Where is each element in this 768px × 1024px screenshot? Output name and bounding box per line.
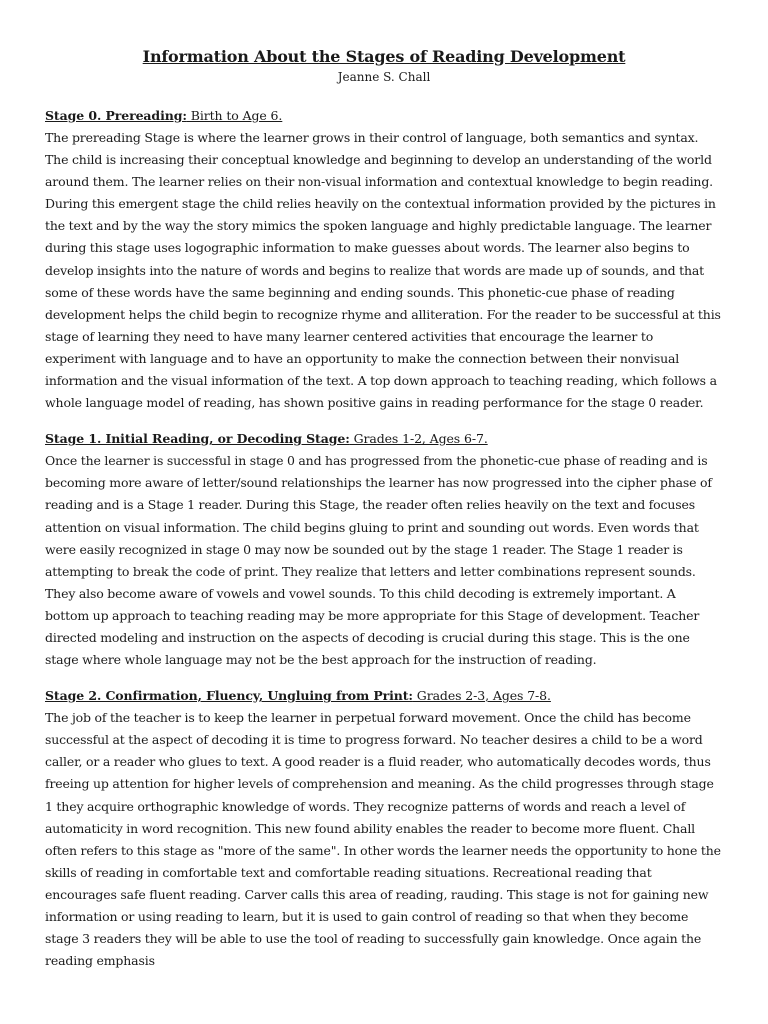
stage-0-name: Stage 0. Prereading: <box>45 108 187 123</box>
document-title: Information About the Stages of Reading Development <box>142 47 626 66</box>
stage-0-section <box>45 105 723 414</box>
stage-2-body: The job of the teacher is to keep the learner in perpetual forward movement. Once the child has become successful at the aspect of decoding it is time to progress forward. No teacher desires a child to be a word caller, or a reader who glues to text. A good reader is a fluid reader, who automatically decodes words, thus freeing up attention for higher levels of comprehension and meaning. As the child progresses through stage 1 they acquire orthographic knowledge of words. They recognize patterns of words and reach a level of automaticity in word recognition. This new found ability enables the reader to become more fluent. Chall often refers to this stage as "more of the same". In other words the learner needs the opportunity to hone the skills of reading in comfortable text and comfortable reading situations. Recreational reading that encourages safe fluent reading. Carver calls this area of reading, rauding. This stage is not for gaining new information or using reading to learn, but it is used to gain control of reading so that when they become stage 3 readers they will be able to use the tool of reading to successfully gain knowledge. Once again the reading emphasis <box>45 710 721 969</box>
stage-1-section <box>45 428 723 671</box>
stage-2-detail: Grades 2-3, Ages 7-8. <box>412 688 551 704</box>
stage-0-detail: Birth to Age 6. <box>186 108 283 123</box>
stage-0-body: The prereading Stage is where the learner grows in their control of language, both semantics and syntax. The child is increasing their conceptual knowledge and beginning to develop an understanding of the world around them. The learner relies on their non-visual information and contextual knowledge to begin reading. During this emergent stage the child relies heavily on the contextual information provided by the pictures in the text and by the way the story mimics the spoken language and highly predictable language. The learner during this stage uses logographic information to make guesses about words. The learner also begins to develop insights into the nature of words and begins to realize that words are made up of sounds, and that some of these words have the same beginning and ending sounds. This phonetic-cue phase of reading development helps the child begin to recognize rhyme and alliteration. For the reader to be successful at this stage of learning they need to have many learner centered activities that encourage the learner to experiment with language and to have an opportunity to make the connection between their nonvisual information and the visual information of the text. A top down approach to teaching reading, which follows a whole language model of reading, has shown positive gains in reading performance for the stage 0 reader. <box>45 130 721 411</box>
stage-1-detail: Grades 1-2, Ages 6-7. <box>349 431 488 447</box>
stage-0-heading <box>45 105 723 127</box>
document-page <box>45 46 723 986</box>
stage-2-name: Stage 2. Confirmation, Fluency, Ungluing from Print: <box>45 688 413 704</box>
stage-1-heading <box>45 428 723 450</box>
stage-2-heading <box>45 685 723 707</box>
stage-1-name: Stage 1. Initial Reading, or Decoding Stage: <box>45 431 350 447</box>
stage-2-section <box>45 685 723 972</box>
document-author: Jeanne S. Chall <box>337 70 431 84</box>
stage-1-body: Once the learner is successful in stage 0 and has progressed from the phonetic-cue phase of reading and is becoming more aware of letter/sound relationships the learner has now progressed into the cipher phase of reading and is a Stage 1 reader. During this Stage, the reader often relies heavily on the text and focuses attention on visual information. The child begins gluing to print and sounding out words. Even words that were easily recognized in stage 0 may now be sounded out by the stage 1 reader. The Stage 1 reader is attempting to break the code of print. They realize that letters and letter combinations represent sounds. They also become aware of vowels and vowel sounds. To this child decoding is extremely important. A bottom up approach to teaching reading may be more appropriate for this Stage of development. Teacher directed modeling and instruction on the aspects of decoding is crucial during this stage. This is the one stage where whole language may not be the best approach for the instruction of reading. <box>45 453 712 668</box>
